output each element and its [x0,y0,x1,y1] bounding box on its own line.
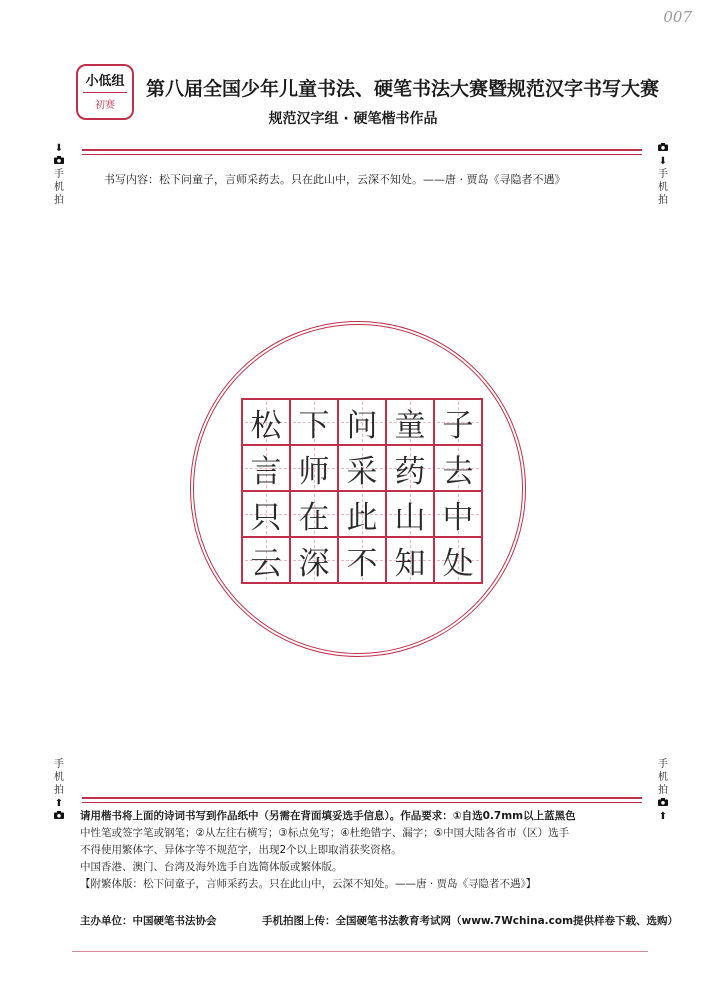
side-label-char: 手 [54,759,64,770]
grid-cell: 药 [386,445,434,491]
grid-cell: 只 [242,491,290,537]
side-label-char: 机 [54,182,64,193]
grid-cell: 子 [434,399,482,445]
grid-cell: 松 [242,399,290,445]
side-label-char: 拍 [658,195,668,206]
side-label-char: 手 [658,169,668,180]
top-divider [82,149,642,155]
side-label-char: 机 [658,182,668,193]
camera-icon [656,797,670,810]
camera-marker-top-left [52,142,66,207]
grid-cell: 处 [434,537,482,583]
upload-text: 手机拍图上传：全国硬笔书法教育考试网（www.7Wchina.com提供样卷下载、选购） [262,915,679,927]
side-label-char: 拍 [54,785,64,796]
side-label-char: 手 [658,759,668,770]
page-subtitle: 规范汉字组 · 硬笔楷书作品 [268,111,438,127]
handwritten-number: 007 [663,8,692,26]
camera-marker-bottom-right [656,758,670,823]
instructions-line: 不得使用繁体字、异体字等不规范字，出现2个以上即取消获奖资格。 [80,844,402,856]
camera-icon [52,810,66,823]
up-arrow-icon: ⬆ [54,798,64,809]
side-label-char: 机 [54,772,64,783]
grid-cell: 下 [290,399,338,445]
instructions-line: 【附繁体版：松下问童子，言师采药去。只在此山中，云深不知处。——唐 · 贾岛《寻隐者不遇》】 [80,878,537,890]
side-label-char: 手 [54,169,64,180]
badge-divider [83,92,127,93]
up-arrow-icon: ⬆ [658,811,668,822]
grid-cell: 中 [434,491,482,537]
grid-cell: 此 [338,491,386,537]
grid-cell: 云 [242,537,290,583]
footer-line [72,951,648,952]
camera-icon [656,142,670,155]
down-arrow-icon: ⬇ [658,156,668,167]
grid-cell: 知 [386,537,434,583]
camera-marker-bottom-left [52,758,66,823]
instructions-line: 中国香港、澳门、台湾及海外选手自选简体版或繁体版。 [80,861,343,873]
side-label-char: 机 [658,772,668,783]
grid-cell: 去 [434,445,482,491]
camera-marker-top-right [656,142,670,207]
side-label-char: 拍 [54,195,64,206]
instructions-block [80,808,640,893]
side-label-char: 拍 [658,785,668,796]
grid-cell: 言 [242,445,290,491]
badge-group: 小低组 [85,74,125,89]
grid-cell: 在 [290,491,338,537]
badge-stage: 初赛 [95,100,115,111]
organizer-text: 主办单位：中国硬笔书法协会 [80,915,217,927]
grid-cell: 深 [290,537,338,583]
grid-cell: 不 [338,537,386,583]
calligraphy-grid [241,398,483,584]
grid-cell: 采 [338,445,386,491]
grid-cell: 师 [290,445,338,491]
grid-cell: 山 [386,491,434,537]
bottom-divider [82,797,642,803]
down-arrow-icon: ⬇ [54,143,64,154]
grid-cell: 问 [338,399,386,445]
camera-icon [52,155,66,168]
grid-cell: 童 [386,399,434,445]
instructions-line: 中性笔或签字笔或钢笔；②从左往右横写；③标点免写；④杜绝错字、漏字；⑤中国大陆各省市（区）选手 [80,827,570,839]
writing-content: 书写内容：松下问童子，言师采药去。只在此山中，云深不知处。——唐 · 贾岛《寻隐者不遇》 [104,173,566,186]
page-title: 第八届全国少年儿童书法、硬笔书法大赛暨规范汉字书写大赛 [146,78,660,100]
instructions-line: 请用楷书将上面的诗词书写到作品纸中（另需在背面填妥选手信息）。作品要求：①自选0.7mm以上蓝黑色 [80,810,576,822]
